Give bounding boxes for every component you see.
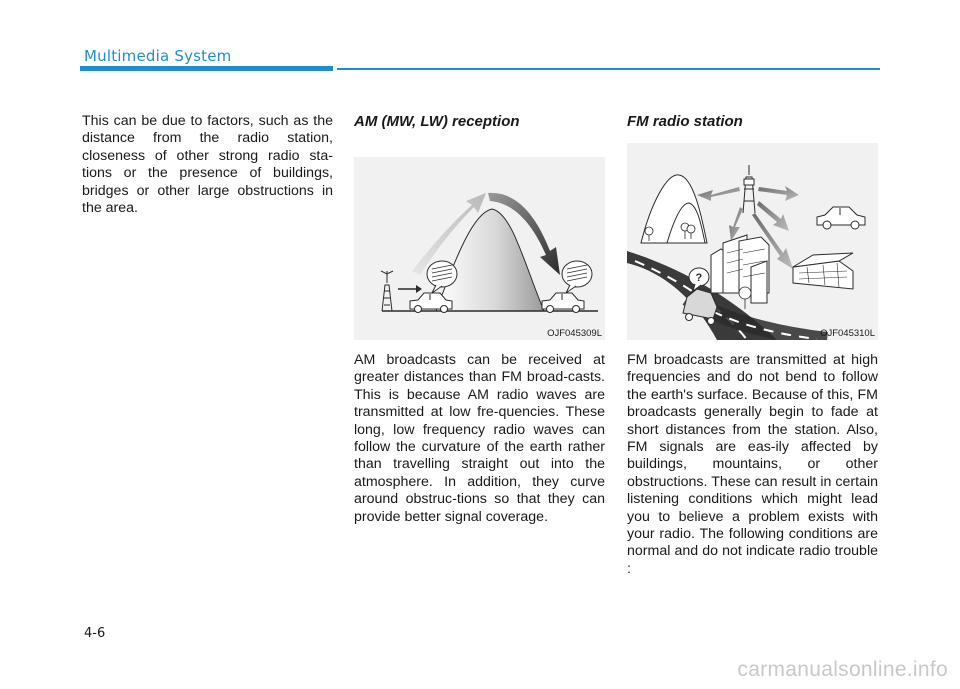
column-fm	[627, 113, 878, 578]
intro-paragraph: This can be due to factors, such as the distance from the radio station, closeness of other strong radio sta-tions or the presence of buildings, bridges or other large obstructions in the area.	[82, 113, 333, 217]
am-paragraph: AM broadcasts can be received at greater distances than FM broad-casts. This is because AM radio waves are transmitted at low fre-quencies. These long, low frequency radio waves can follow the curvature of the earth rather than travelling straight out into the atmosphere. In addition, they curve around obstruc-tions so that they can provide better signal coverage.	[354, 352, 605, 525]
am-figure-code: OJF045309L	[547, 328, 602, 339]
svg-text:?: ?	[695, 272, 703, 284]
page-number: 4-6	[84, 626, 106, 641]
column-intro	[82, 113, 333, 217]
fm-heading: FM radio station	[627, 113, 743, 130]
header-rule-thick	[80, 66, 333, 71]
header-rule-thin	[337, 68, 880, 70]
fm-station-illustration	[627, 143, 878, 340]
am-reception-illustration	[354, 143, 605, 340]
am-illustration-graphic	[354, 143, 605, 340]
column-am	[354, 113, 605, 526]
fm-paragraph: FM broadcasts are transmitted at high frequencies and do not bend to follow the earth's surface. Because of this, FM broadcasts generally begin to fade at short distances from the station. Also, FM signals are eas-ily affected by buildings, mountains, or other obstructions. These can result in certain listening conditions which might lead you to believe a problem exists with your radio. The following conditions are normal and do not indicate radio trouble :	[627, 352, 878, 577]
watermark: carmanualsonline.info	[737, 658, 948, 681]
section-title: Multimedia System	[84, 47, 232, 65]
am-heading: AM (MW, LW) reception	[354, 113, 520, 130]
fm-illustration-graphic	[627, 143, 878, 340]
fm-figure-code: OJF045310L	[820, 328, 875, 339]
